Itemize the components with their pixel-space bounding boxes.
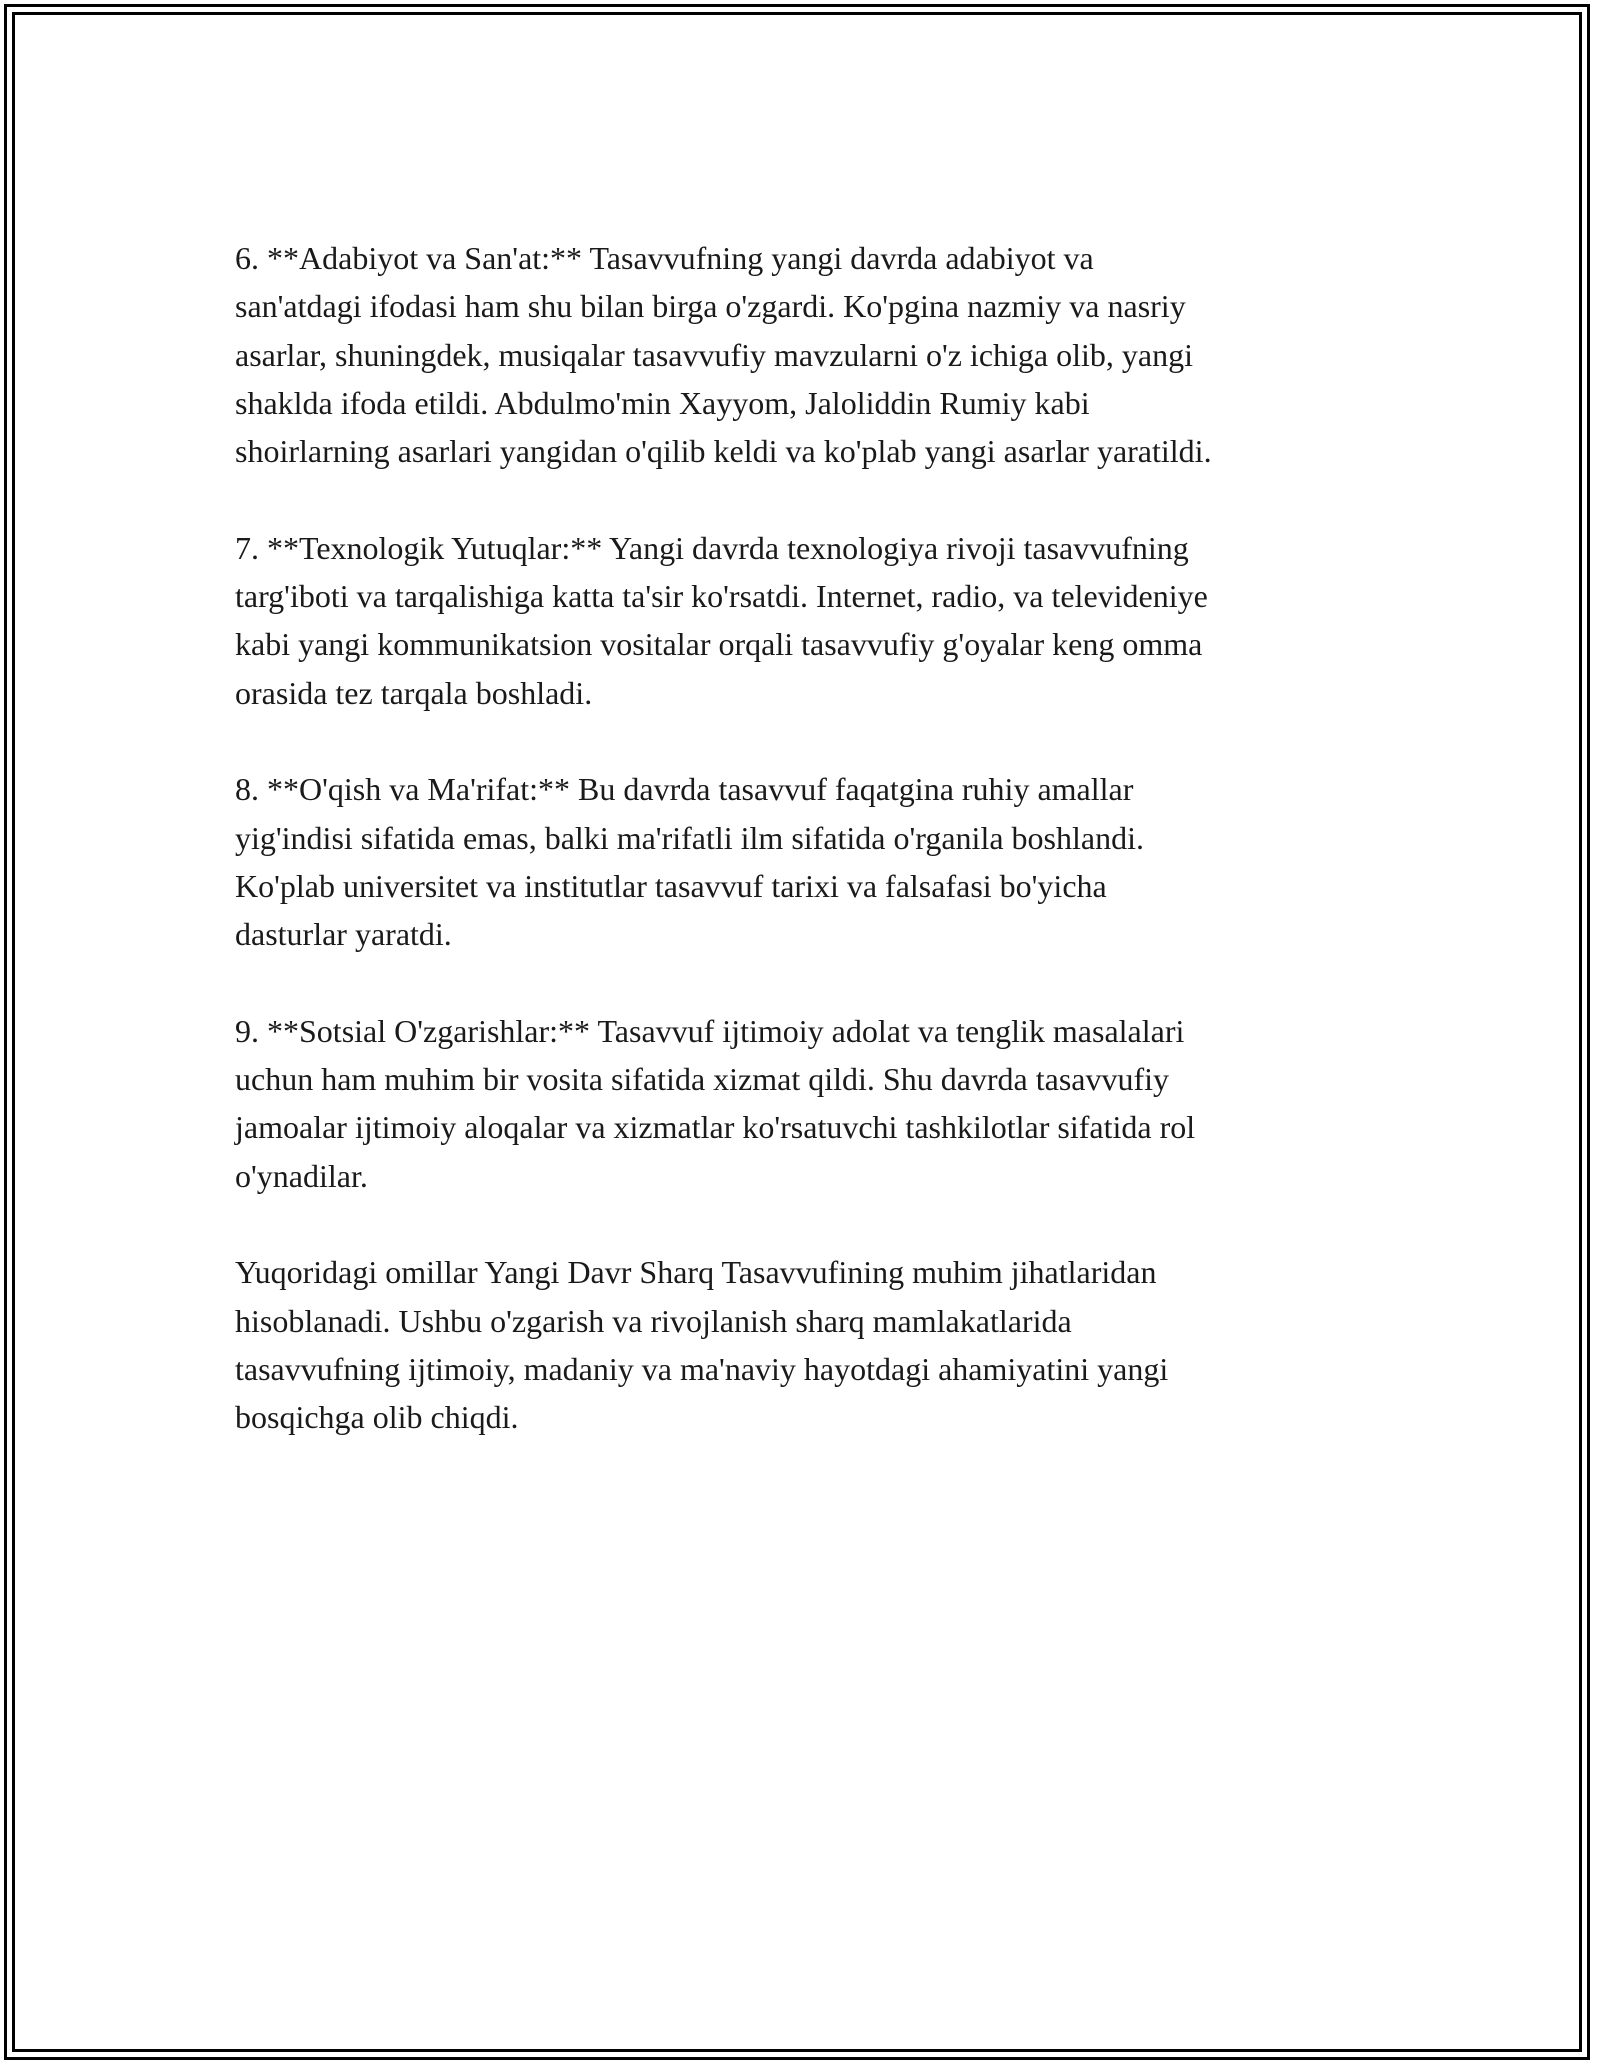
paragraph-conclusion: Yuqoridagi omillar Yangi Davr Sharq Tasavvufining muhim jihatlaridan hisoblanadi. Ushbu o'zgarish va rivojlanish sharq mamlakatlarida tasavvufning ijtimoiy, madaniy va ma'naviy hayotdagi ahamiyatini yangi bosqichga olib chiqdi. <box>235 1254 1169 1436</box>
paragraph-texnologik-yutuqlar: 7. **Texnologik Yutuqlar:** Yangi davrda texnologiya rivoji tasavvufning targ'iboti va tarqalishiga katta ta'sir ko'rsatdi. Internet, radio, va televideniye kabi yangi kommunikatsion vositalar orqali tasavvufiy g'oyalar keng omma orasida tez tarqala boshladi. <box>235 529 1208 711</box>
document-body <box>235 234 1365 1490</box>
paragraph-sotsial-ozgarishlar: 9. **Sotsial O'zgarishlar:** Tasavvuf ijtimoiy adolat va tenglik masalalari uchun ham muhim bir vosita sifatida xizmat qildi. Shu davrda tasavvufiy jamoalar ijtimoiy aloqalar va xizmatlar ko'rsatuvchi tashkilotlar sifatida rol o'ynadilar. <box>235 1012 1196 1194</box>
paragraph-adabiyot-va-sanat: 6. **Adabiyot va San'at:** Tasavvufning yangi davrda adabiyot va san'atdagi ifodasi ham shu bilan birga o'zgardi. Ko'pgina nazmiy va nasriy asarlar, shuningdek, musiqalar tasavvufiy mavzularni o'z ichiga olib, yangi shaklda ifoda etildi. Abdulmo'min Xayyom, Jaloliddin Rumiy kabi shoirlarning asarlari yangidan o'qilib keldi va ko'plab yangi asarlar yaratildi. <box>235 240 1212 470</box>
paragraph-oqish-va-marifat: 8. **O'qish va Ma'rifat:** Bu davrda tasavvuf faqatgina ruhiy amallar yig'indisi sifatida emas, balki ma'rifatli ilm sifatida o'rganila boshlandi. Ko'plab universitet va institutlar tasavvuf tarixi va falsafasi bo'yicha dasturlar yaratdi. <box>235 771 1144 953</box>
